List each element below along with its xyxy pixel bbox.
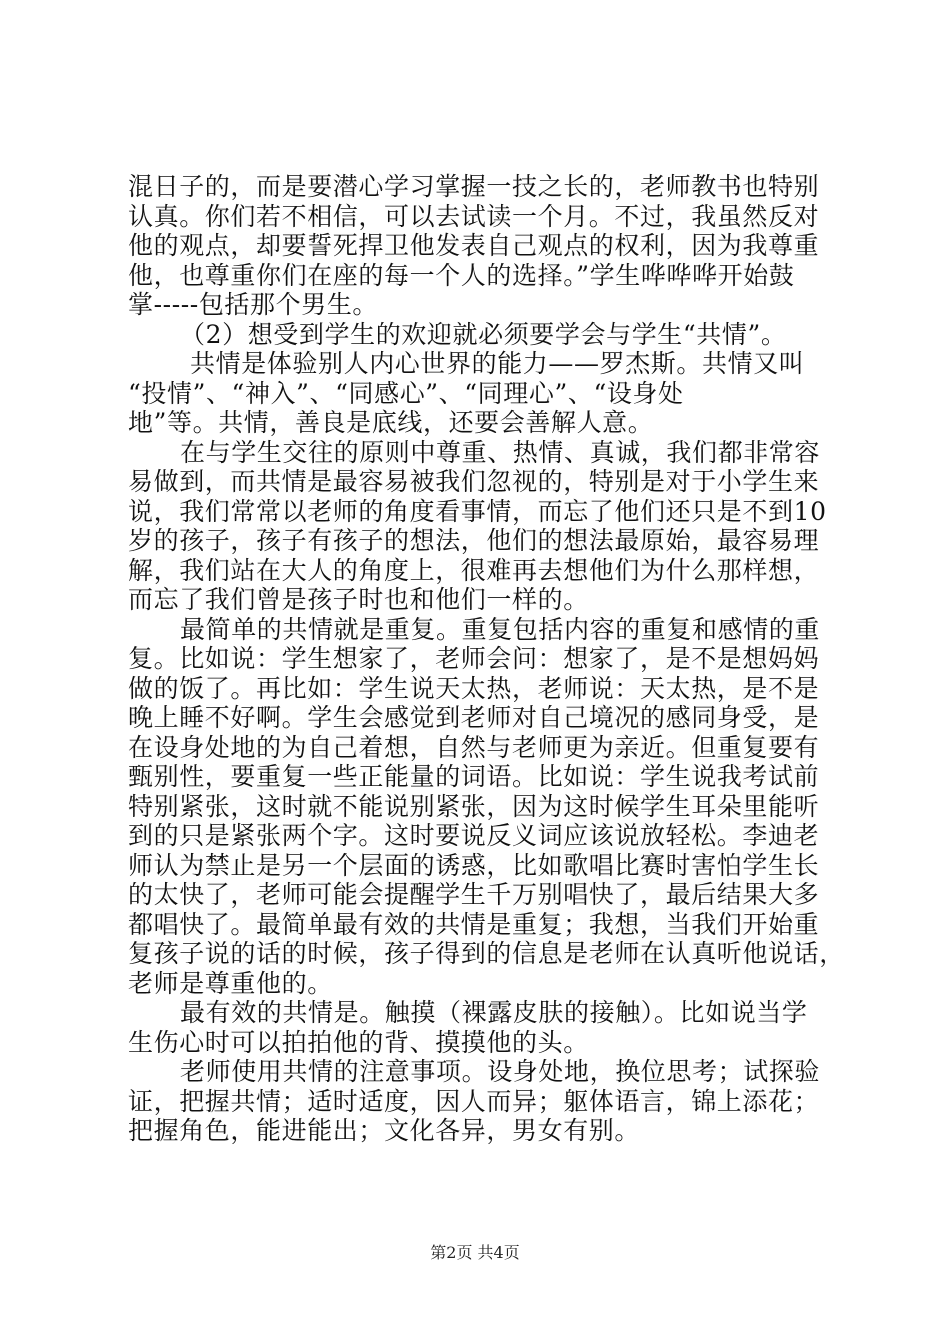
text-line: 复。比如说：学生想家了，老师会问：想家了，是不是想妈妈 <box>128 644 820 673</box>
text-line: 复孩子说的话的时候，孩子得到的信息是老师在认真听他说话， <box>128 939 845 968</box>
text-line: 易做到，而共情是最容易被我们忽视的，特别是对于小学生来 <box>128 467 820 496</box>
text-line: 的太快了，老师可能会提醒学生千万别唱快了，最后结果大多 <box>128 880 820 909</box>
text-line: 特别紧张，这时就不能说别紧张，因为这时候学生耳朵里能听 <box>128 791 820 821</box>
text-line: 老师使用共情的注意事项。设身处地，换位思考；试探验 <box>180 1057 821 1086</box>
text-line: 做的饭了。再比如：学生说天太热，老师说：天太热，是不是 <box>128 673 820 703</box>
text-line: 最有效的共情是。触摸（裸露皮肤的接触）。比如说当学 <box>180 998 808 1027</box>
document-body <box>128 172 848 1146</box>
text-line: 解，我们站在大人的角度上，很难再去想他们为什么那样想， <box>128 555 820 585</box>
text-line: 地”等。共情，善良是底线，还要会善解人意。 <box>128 408 654 437</box>
text-line: “投情”、“神入”、“同感心”、“同理心”、“设身处 <box>128 378 684 408</box>
text-line: 他的观点，却要誓死捍卫他发表自己观点的权利，因为我尊重 <box>128 231 820 260</box>
text-line: 把握角色，能进能出；文化各异，男女有别。 <box>128 1116 641 1145</box>
text-line: 老师是尊重他的。 <box>128 968 333 998</box>
text-line: 而忘了我们曾是孩子时也和他们一样的。 <box>128 585 589 614</box>
text-line: 师认为禁止是另一个层面的诱惑，比如歌唱比赛时害怕学生长 <box>128 850 820 880</box>
text-line: 晚上睡不好啊。学生会感觉到老师对自己境况的感同身受，是 <box>128 703 820 732</box>
text-line: 说，我们常常以老师的角度看事情，而忘了他们还只是不到10 <box>128 496 827 526</box>
text-line: 在与学生交往的原则中尊重、热情、真诚，我们都非常容 <box>180 437 821 467</box>
text-line: 甄别性，要重复一些正能量的词语。比如说：学生说我考试前 <box>128 762 820 791</box>
text-line: 他，也尊重你们在座的每一个人的选择。”学生哗哗哗开始鼓 <box>128 260 795 290</box>
text-line: 证，把握共情；适时适度，因人而异；躯体语言，锦上添花； <box>128 1086 820 1116</box>
text-line: 最简单的共情就是重复。重复包括内容的重复和感情的重 <box>180 614 821 644</box>
text-line: 生伤心时可以拍拍他的背、摸摸他的头。 <box>128 1027 589 1057</box>
page-footer: 第2页 共4页 <box>430 1243 520 1262</box>
text-line: （2）想受到学生的欢迎就必须要学会与学生“共情”。 <box>180 319 787 349</box>
text-line: 掌-----包括那个男生。 <box>128 290 379 319</box>
text-line: 共情是体验别人内心世界的能力——罗杰斯。共情又叫 <box>190 349 805 378</box>
text-line: 都唱快了。最简单最有效的共情是重复；我想，当我们开始重 <box>128 909 820 939</box>
text-line: 混日子的，而是要潜心学习掌握一技之长的，老师教书也特别 <box>128 172 820 201</box>
text-line: 到的只是紧张两个字。这时要说反义词应该说放轻松。李迪老 <box>128 821 820 850</box>
text-line: 在设身处地的为自己着想，自然与老师更为亲近。但重复要有 <box>128 732 820 762</box>
text-line: 认真。你们若不相信，可以去试读一个月。不过，我虽然反对 <box>128 201 820 231</box>
text-line: 岁的孩子，孩子有孩子的想法，他们的想法最原始，最容易理 <box>128 526 820 555</box>
